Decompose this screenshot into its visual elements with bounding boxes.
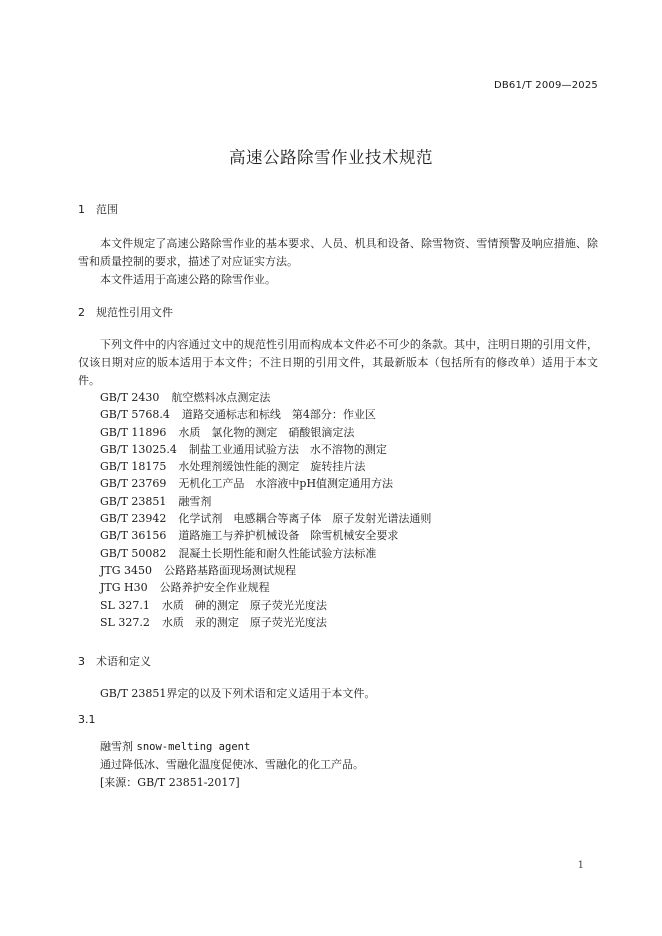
reference-item	[100, 545, 431, 562]
scope-paragraph: 本文件适用于高速公路的除雪作业。	[100, 273, 276, 286]
reference-item	[100, 475, 431, 492]
reference-code: GB/T 23769	[100, 477, 167, 491]
section-number: 3	[78, 655, 85, 668]
section-heading-normative-refs	[78, 304, 173, 320]
reference-item	[100, 614, 431, 631]
reference-item	[100, 562, 431, 579]
standard-code: DB61/T 2009—2025	[493, 80, 598, 91]
reference-title: 水处理剂缓蚀性能的测定 旋转挂片法	[178, 460, 366, 474]
reference-code: GB/T 2430	[100, 391, 160, 404]
reference-item	[100, 389, 431, 406]
reference-code: JTG 3450	[100, 563, 153, 577]
reference-title: 水质 氯化物的测定 硝酸银滴定法	[178, 425, 355, 439]
term-source: [来源：GB/T 23851-2017]	[100, 776, 240, 789]
reference-title: 道路施工与养护机械设备 除雪机械安全要求	[178, 529, 399, 543]
term-name-cn: 融雪剂	[100, 740, 133, 753]
reference-title: 化学试剂 电感耦合等离子体 原子发射光谱法通则	[178, 512, 432, 526]
reference-item	[100, 441, 431, 458]
normative-refs-intro	[78, 336, 598, 390]
reference-title: 水质 汞的测定 原子荧光光度法	[161, 615, 327, 629]
reference-title: 道路交通标志和标线 第4部分：作业区	[181, 408, 376, 422]
reference-title: 公路路基路面现场测试规程	[164, 563, 297, 577]
normative-refs-intro-text: 下列文件中的内容通过文中的规范性引用而构成本文件必不可少的条款。其中，注明日期的引用文件，仅该日期对应的版本适用于本文件；不注日期的引用文件，其最新版本（包括所有的修改单）适用于本文件。	[78, 338, 598, 387]
reference-code: GB/T 18175	[100, 460, 167, 474]
reference-item	[100, 510, 431, 527]
reference-item	[100, 424, 431, 441]
reference-code: SL 327.2	[100, 615, 150, 629]
reference-item	[100, 493, 431, 510]
reference-item	[100, 579, 431, 596]
reference-code: GB/T 11896	[100, 425, 167, 439]
reference-code: GB/T 50082	[100, 546, 167, 560]
document-title: 高速公路除雪作业技术规范	[229, 148, 433, 167]
reference-code: JTG H30	[100, 581, 148, 595]
reference-code: SL 327.1	[100, 598, 150, 612]
reference-code: GB/T 23942	[100, 512, 167, 526]
term-definition: 通过降低冰、雪融化温度促使冰、雪融化的化工产品。	[100, 758, 364, 771]
section-heading-terms	[78, 653, 151, 669]
reference-item	[100, 527, 431, 544]
reference-list	[100, 389, 431, 631]
reference-title: 融雪剂	[178, 494, 212, 508]
reference-title: 公路养护安全作业规程	[159, 581, 270, 595]
term-number: 3.1	[78, 713, 96, 726]
page-number: 1	[577, 860, 584, 871]
terms-intro: GB/T 23851界定的以及下列术语和定义适用于本文件。	[100, 687, 376, 700]
scope-body	[78, 235, 598, 289]
reference-code: GB/T 36156	[100, 529, 167, 543]
section-number: 1	[78, 203, 85, 216]
reference-code: GB/T 5768.4	[100, 408, 170, 422]
term-name-en: snow-melting agent	[136, 741, 251, 753]
reference-code: GB/T 13025.4	[100, 442, 177, 456]
reference-item	[100, 406, 431, 423]
section-title: 范围	[96, 203, 118, 216]
section-title: 规范性引用文件	[96, 306, 173, 319]
reference-title: 制盐工业通用试验方法 水不溶物的测定	[188, 442, 387, 456]
reference-item	[100, 458, 431, 475]
reference-title: 水质 砷的测定 原子荧光光度法	[161, 598, 327, 612]
section-number: 2	[78, 306, 85, 319]
reference-title: 混凝土长期性能和耐久性能试验方法标准	[178, 546, 377, 560]
scope-paragraph: 本文件规定了高速公路除雪作业的基本要求、人员、机具和设备、除雪物资、雪情预警及响应措施、除雪和质量控制的要求，描述了对应证实方法。	[78, 237, 598, 268]
reference-title: 航空燃料冰点测定法	[171, 391, 271, 404]
section-title: 术语和定义	[96, 655, 151, 668]
section-heading-scope	[78, 201, 118, 217]
term-heading	[100, 738, 250, 754]
reference-item	[100, 597, 431, 614]
reference-title: 无机化工产品 水溶液中pH值测定通用方法	[178, 477, 394, 491]
reference-code: GB/T 23851	[100, 494, 167, 508]
